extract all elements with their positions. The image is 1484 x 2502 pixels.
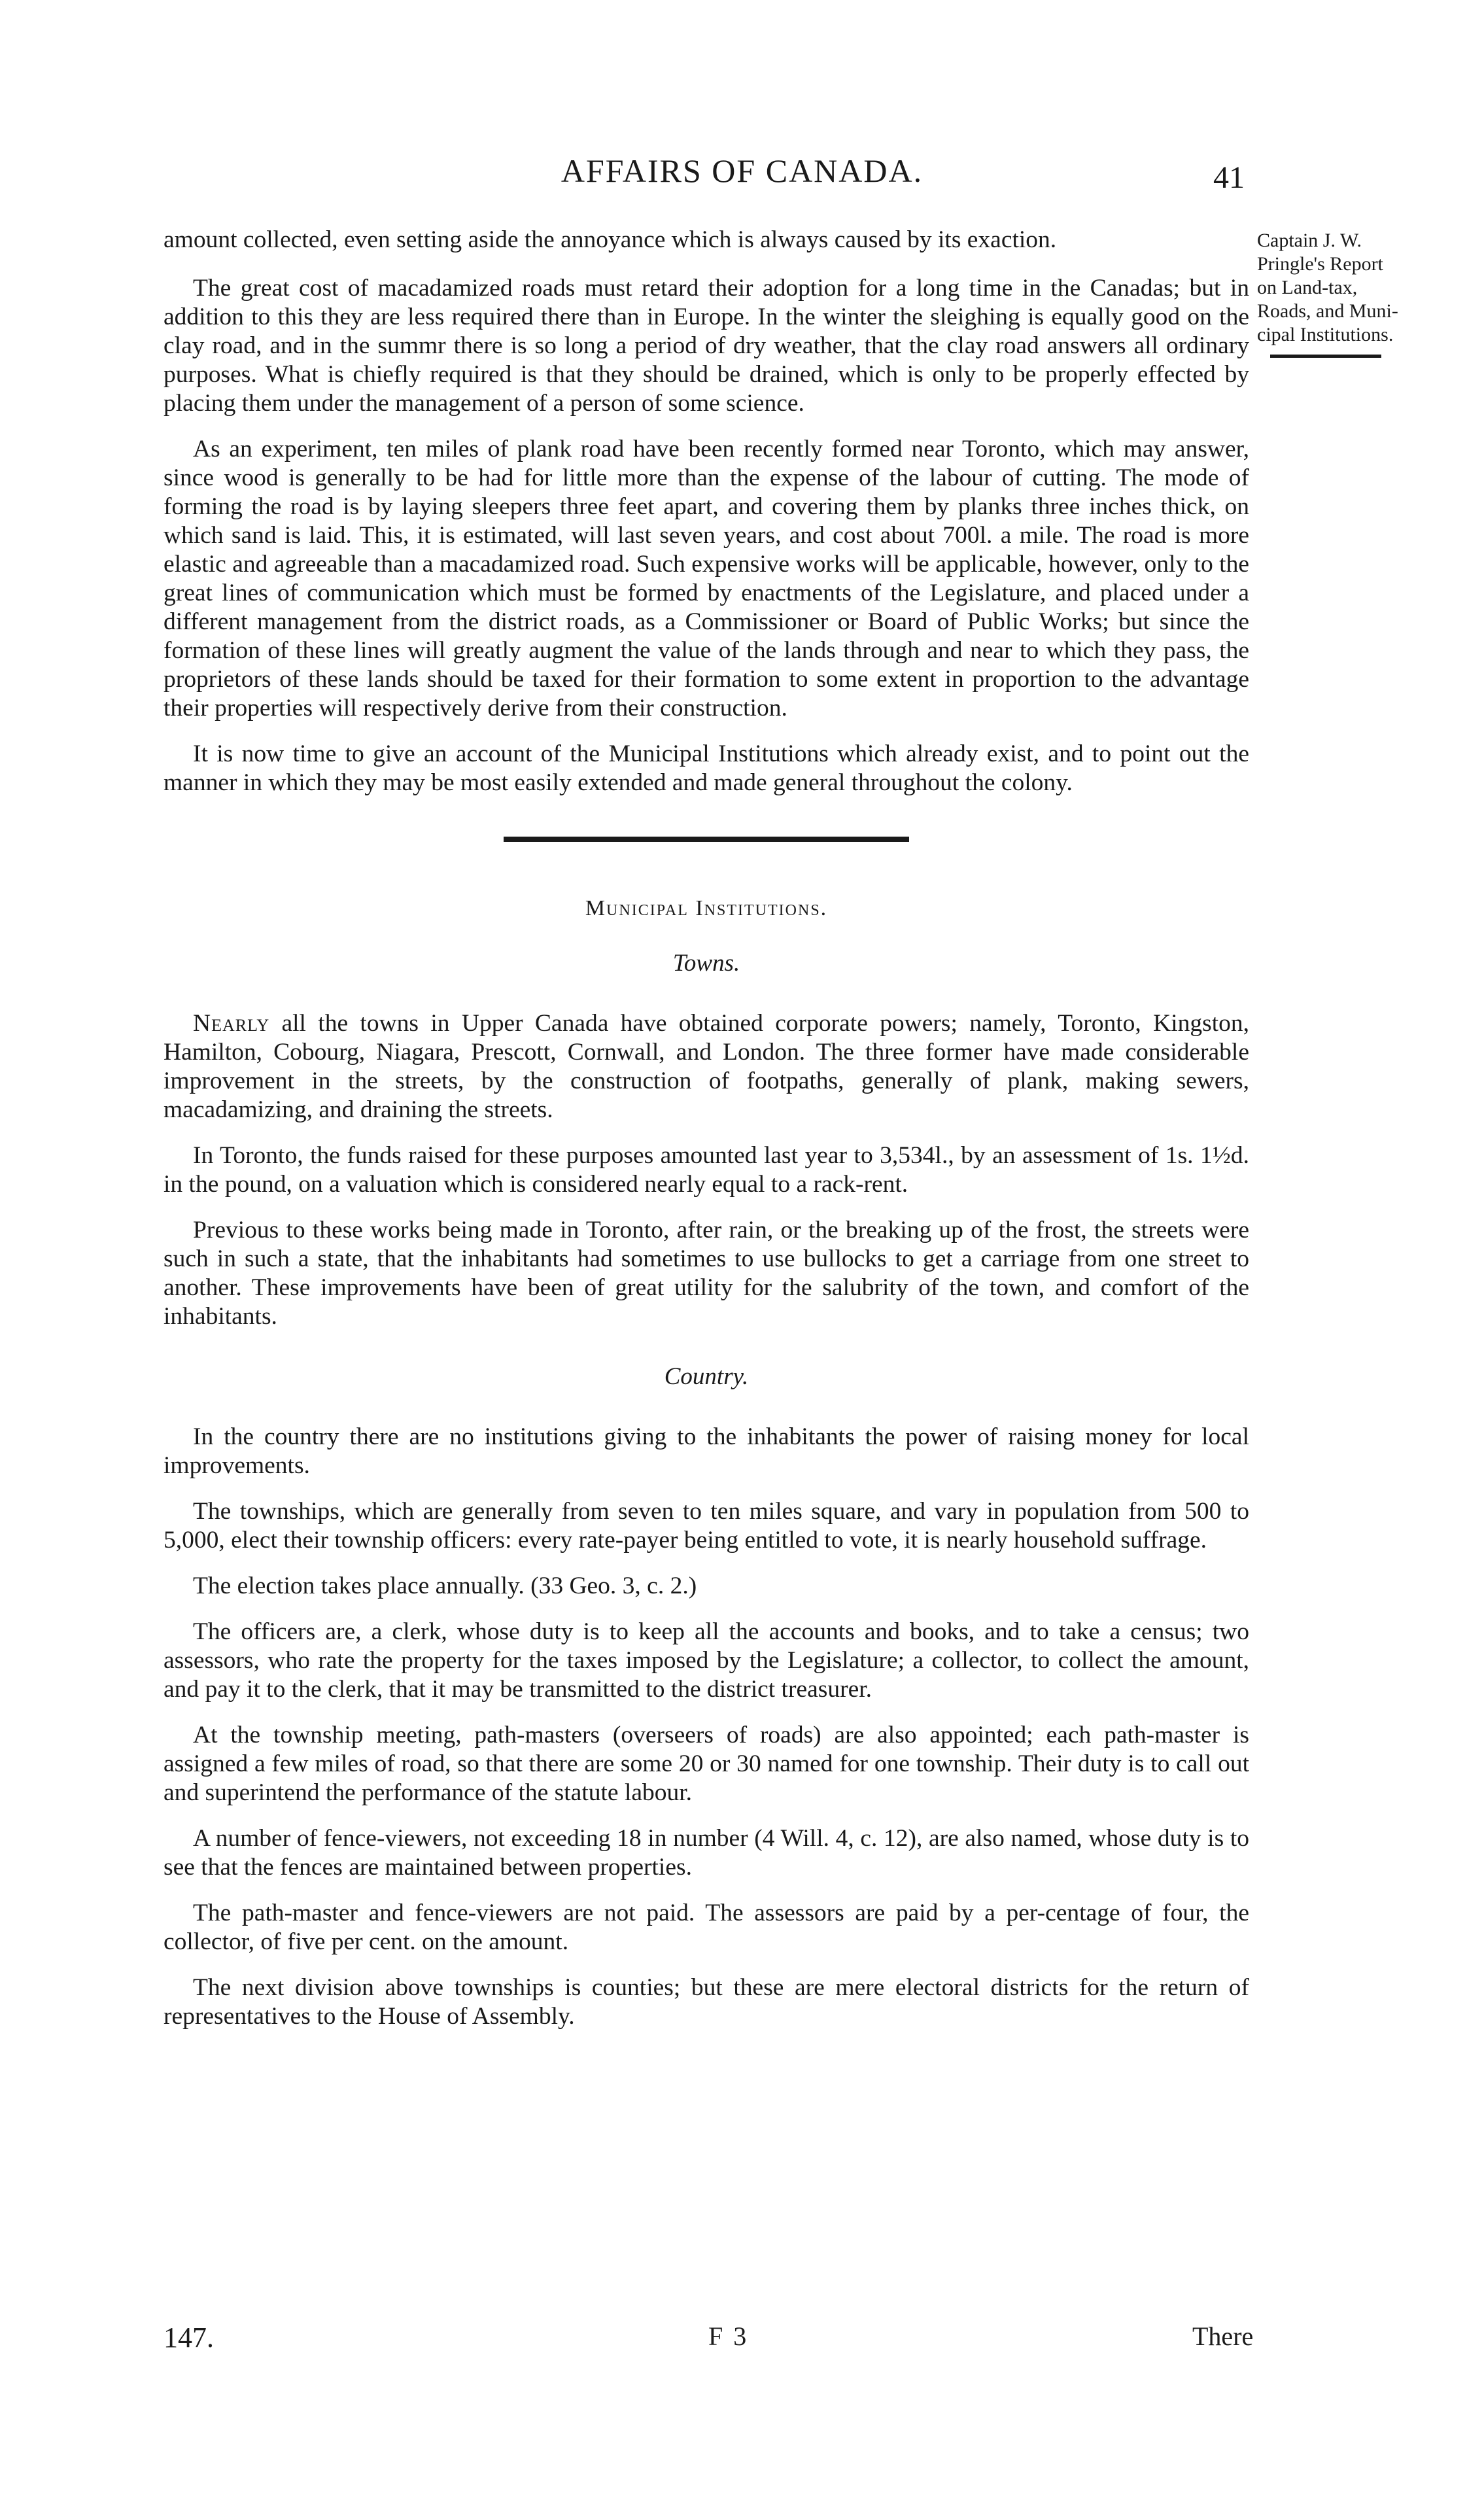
marginal-note-line: cipal Institutions. [1257,324,1394,345]
section-divider-rule [504,837,909,842]
marginal-note-line: Roads, and Muni- [1257,300,1398,322]
paragraph: The election takes place annually. (33 Geo. 3, c. 2.) [193,1572,697,1599]
catchword: There [1192,2321,1254,2351]
paragraph: At the township meeting, path-masters (overseers of roads) are also appointed; each path-master is assigned a few miles of road, so that there are some 20 or 30 named for one township. Their duty is to call out and superintend the performance of the statute labour. [164,1722,1249,1806]
section-heading: Municipal Institutions. [585,896,828,920]
marginal-note [1257,229,1453,358]
paragraph: The next division above townships is counties; but these are mere electoral districts for the return of representatives to the House of Assembly. [164,1974,1249,2030]
running-head-title: AFFAIRS OF CANADA. [561,152,923,189]
paragraph-text: all the towns in Upper Canada have obtained corporate powers; namely, Toronto, Kingston, Hamilton, Cobourg, Niagara, Prescott, Cornwall, and London. The three former have made considerable improvement in the streets, by the construction of footpaths, generally of plank, making sewers, macadamizing, and draining the streets. [164,1010,1249,1123]
page-number: 41 [1213,160,1245,195]
paragraph: In the country there are no institutions giving to the inhabitants the power of raising money for local improvements. [164,1423,1249,1479]
subsection-heading-towns: Towns. [672,950,740,977]
main-text [164,226,1249,2048]
marginal-note-line: Captain J. W. [1257,230,1362,251]
paragraph [164,1009,1249,1124]
paragraph: The townships, which are generally from seven to ten miles square, and vary in population from 500 to 5,000, elect their township officers: every rate-payer being entitled to vote, it is nearly household suffrage. [164,1498,1249,1554]
paragraph: The officers are, a clerk, whose duty is to keep all the accounts and books, and to take a census; two assessors, who rate the property for the taxes imposed by the Legislature; a collector, to collect the amount, and pay it to the clerk, that it may be transmitted to the district treasurer. [164,1618,1249,1703]
paragraph: In Toronto, the funds raised for these purposes amounted last year to 3,534l., by an assessment of 1s. 1½d. in the pound, on a valuation which is considered nearly equal to a rack-rent. [164,1142,1249,1198]
paragraph: A number of fence-viewers, not exceeding 18 in number (4 Will. 4, c. 12), are also named, whose duty is to see that the fences are maintained between properties. [164,1825,1249,1881]
marginal-note-line: on Land-tax, [1257,277,1358,298]
paragraph: The path-master and fence-viewers are not paid. The assessors are paid by a per-centage of four, the collector, of five per cent. on the amount. [164,1900,1249,1955]
paragraph: amount collected, even setting aside the annoyance which is always caused by its exaction. [164,226,1057,253]
footer-number: 147. [164,2321,214,2354]
paragraph: As an experiment, ten miles of plank road have been recently formed near Toronto, which may answer, since wood is generally to be had for little more than the expense of the labour of cutting. The mode of forming the road is by laying sleepers three feet apart, and covering them by planks three inches thick, on which sand is laid. This, it is estimated, will last seven years, and cost about 700l. a mile. The road is more elastic and agreeable than a macadamized road. Such expensive works will be applicable, however, only to the great lines of communication which must be formed by enactments of the Legislature, and placed under a different management from the district roads, as a Commissioner or Board of Public Works; but since the formation of these lines will greatly augment the value of the lands through and near to which they pass, the proprietors of these lands should be taxed for their formation to some extent in proportion to the advantage their properties will respectively derive from their construction. [164,436,1249,721]
paragraph: Previous to these works being made in Toronto, after rain, or the breaking up of the frost, the streets were such in such a state, that the inhabitants had sometimes to use bullocks to get a carriage from one street to another. These improvements have been of great utility for the salubrity of the town, and comfort of the inhabitants. [164,1217,1249,1330]
marginal-note-line: Pringle's Report [1257,253,1383,275]
signature-mark: F 3 [708,2321,749,2351]
paragraph: The great cost of macadamized roads must retard their adoption for a long time in the Canadas; but in addition to this they are less required there than in Europe. In the winter the sleighing is equally good on the clay road, and in the summr there is so long a period of dry weather, that the clay road answers all ordinary purposes. What is chiefly required is that they should be drained, which is only to be properly effected by placing them under the management of a person of some science. [164,275,1249,417]
subsection-heading-country: Country. [664,1363,749,1390]
paragraph: It is now time to give an account of the Municipal Institutions which already exist, and to point out the manner in which they may be most easily extended and made general throughout the colony. [164,740,1249,796]
paragraph-lead-word: Nearly [193,1010,270,1037]
marginal-note-rule [1270,355,1381,358]
